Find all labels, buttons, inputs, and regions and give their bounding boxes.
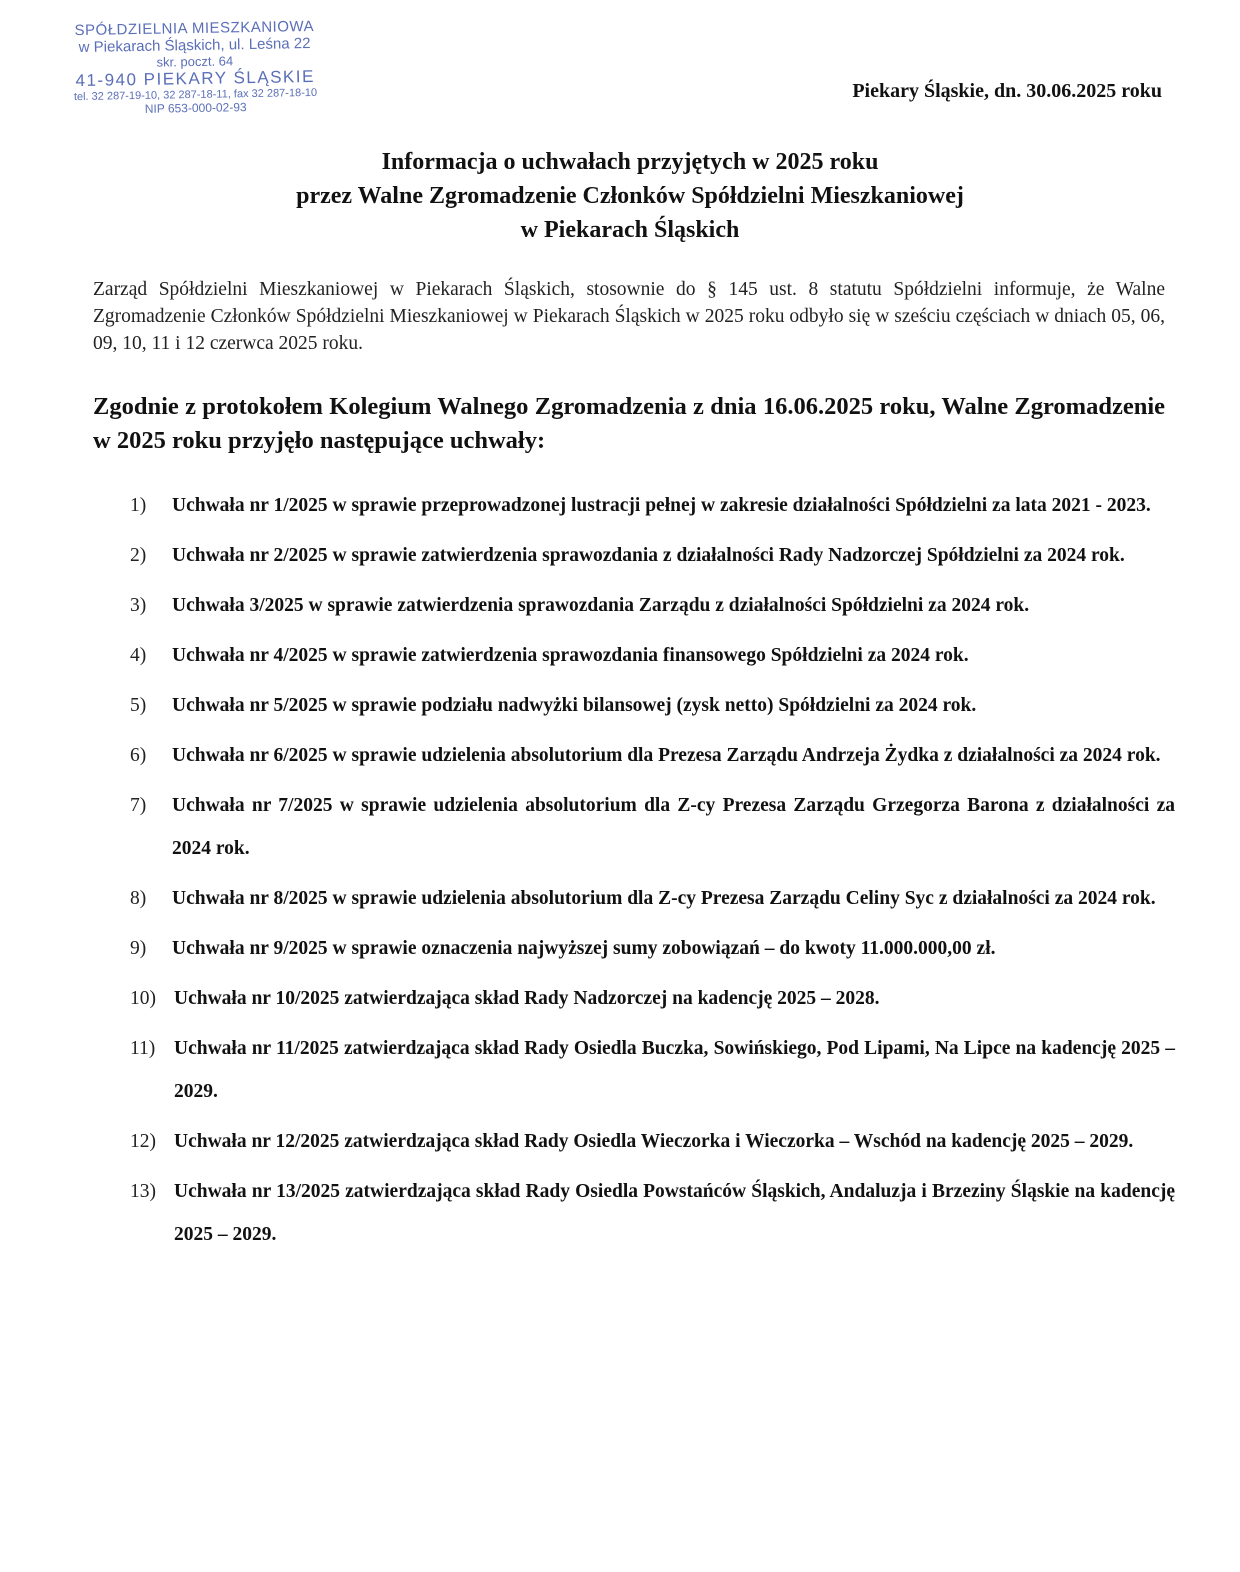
resolution-number: 8) <box>130 888 147 909</box>
resolution-number: 12) <box>130 1131 156 1152</box>
stamp-address: w Piekarach Śląskich, ul. Leśna 22 <box>78 35 311 57</box>
resolution-item <box>130 784 1175 870</box>
resolution-number: 9) <box>130 938 147 959</box>
resolution-number: 6) <box>130 745 147 766</box>
resolution-text: Uchwała nr 13/2025 zatwierdzająca skład Rady Osiedla Powstańców Śląskich, Andaluzja i Brzeziny Śląskie na kadencję 2025 – 2029. <box>174 1181 1175 1245</box>
stamp-phone-fax: tel. 32 287-19-10, 32 287-18-11, fax 32 287-18-10 <box>73 86 318 104</box>
resolution-item <box>130 977 1175 1020</box>
stamp-postal-city: 41-940 PIEKARY ŚLĄSKIE <box>75 67 316 91</box>
resolution-item <box>130 1170 1175 1256</box>
resolution-item <box>130 534 1175 577</box>
resolution-text: Uchwała nr 2/2025 w sprawie zatwierdzenia sprawozdania z działalności Rady Nadzorczej Spółdzielni za 2024 rok. <box>172 545 1125 566</box>
resolution-number: 1) <box>130 495 147 516</box>
resolution-item <box>130 584 1175 627</box>
stamp-org-name: SPÓŁDZIELNIA MIESZKANIOWA <box>74 17 315 40</box>
resolution-text: Uchwała 3/2025 w sprawie zatwierdzenia sprawozdania Zarządu z działalności Spółdzielni za 2024 rok. <box>172 595 1030 616</box>
resolution-text: Uchwała nr 5/2025 w sprawie podziału nadwyżki bilansowej (zysk netto) Spółdzielni za 2024 rok. <box>172 695 977 716</box>
title-line-3: w Piekarach Śląskich <box>520 217 740 243</box>
lead-paragraph: Zgodnie z protokołem Kolegium Walnego Zgromadzenia z dnia 16.06.2025 roku, Walne Zgromadzenie w 2025 roku przyjęło następujące uchwały: <box>93 393 1165 454</box>
resolution-text: Uchwała nr 4/2025 w sprawie zatwierdzenia sprawozdania finansowego Spółdzielni za 2024 rok. <box>172 645 969 666</box>
stamp-nip: NIP 653-000-02-93 <box>144 99 247 116</box>
resolution-number: 3) <box>130 595 147 616</box>
resolutions-list <box>130 484 1175 1263</box>
resolution-number: 4) <box>130 645 147 666</box>
resolution-text: Uchwała nr 1/2025 w sprawie przeprowadzonej lustracji pełnej w zakresie działalności Spółdzielni za lata 2021 - 2023. <box>172 495 1151 516</box>
document-date: Piekary Śląskie, dn. 30.06.2025 roku <box>852 80 1162 102</box>
resolution-item <box>130 734 1175 777</box>
resolution-item <box>130 634 1175 677</box>
intro-paragraph: Zarząd Spółdzielni Mieszkaniowej w Piekarach Śląskich, stosownie do § 145 ust. 8 statutu Spółdzielni informuje, że Walne Zgromadzenie Członków Spółdzielni Mieszkaniowej w Piekarach Śląskich w 2025 roku odbyło się w sześciu częściach w dniach 05, 06, 09, 10, 11 i 12 czerwca 2025 roku. <box>93 279 1165 354</box>
title-line-1: Informacja o uchwałach przyjętych w 2025 roku <box>381 149 879 175</box>
cooperative-stamp <box>39 17 351 118</box>
resolution-number: 11) <box>130 1038 156 1059</box>
resolution-number: 10) <box>130 988 156 1009</box>
resolution-text: Uchwała nr 11/2025 zatwierdzająca skład Rady Osiedla Buczka, Sowińskiego, Pod Lipami, Na Lipce na kadencję 2025 – 2029. <box>174 1038 1175 1102</box>
resolution-text: Uchwała nr 7/2025 w sprawie udzielenia absolutorium dla Z-cy Prezesa Zarządu Grzegorza Barona z działalności za 2024 rok. <box>172 795 1175 859</box>
resolution-item <box>130 1120 1175 1163</box>
resolution-item <box>130 1027 1175 1113</box>
title-line-2: przez Walne Zgromadzenie Członków Spółdzielni Mieszkaniowej <box>296 183 964 209</box>
resolution-number: 7) <box>130 795 147 816</box>
resolution-number: 5) <box>130 695 147 716</box>
resolution-item <box>130 927 1175 970</box>
document-title <box>0 145 1240 247</box>
resolution-number: 13) <box>130 1181 156 1202</box>
resolution-item <box>130 877 1175 920</box>
resolution-number: 2) <box>130 545 147 566</box>
resolution-text: Uchwała nr 12/2025 zatwierdzająca skład Rady Osiedla Wieczorka i Wieczorka – Wschód na kadencję 2025 – 2029. <box>174 1131 1134 1152</box>
resolution-text: Uchwała nr 6/2025 w sprawie udzielenia absolutorium dla Prezesa Zarządu Andrzeja Żydka z działalności za 2024 rok. <box>172 745 1161 766</box>
stamp-po-box: skr. poczt. 64 <box>156 52 234 70</box>
resolution-text: Uchwała nr 9/2025 w sprawie oznaczenia najwyższej sumy zobowiązań – do kwoty 11.000.000,00 zł. <box>172 938 996 959</box>
resolution-item <box>130 684 1175 727</box>
resolution-item <box>130 484 1175 527</box>
resolution-text: Uchwała nr 10/2025 zatwierdzająca skład Rady Nadzorczej na kadencję 2025 – 2028. <box>174 988 880 1009</box>
resolution-text: Uchwała nr 8/2025 w sprawie udzielenia absolutorium dla Z-cy Prezesa Zarządu Celiny Syc z działalności za 2024 rok. <box>172 888 1156 909</box>
